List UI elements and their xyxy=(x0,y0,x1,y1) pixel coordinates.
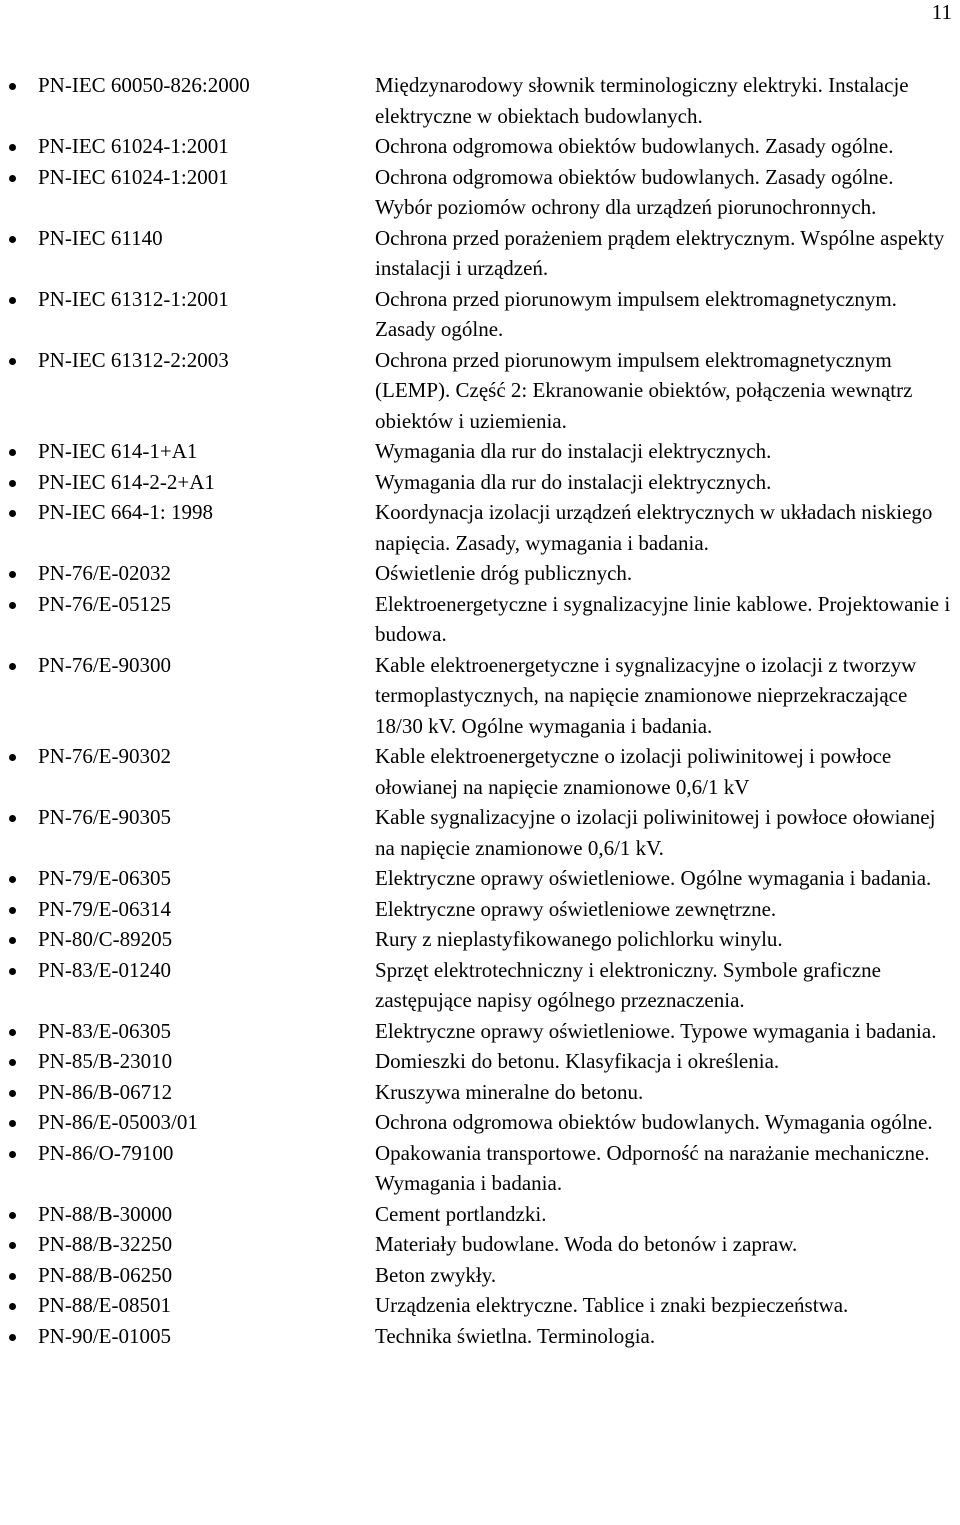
standard-title: Elektryczne oprawy oświetleniowe. Typowe wymagania i badania. xyxy=(375,1018,937,1043)
standard-entry xyxy=(0,863,960,894)
standard-code: PN-86/E-05003/01 xyxy=(38,1110,198,1134)
standard-code: PN-76/E-02032 xyxy=(38,561,171,585)
standard-entry xyxy=(0,131,960,162)
standard-entry xyxy=(0,1199,960,1230)
standard-code: PN-90/E-01005 xyxy=(38,1323,171,1348)
standard-title: Ochrona odgromowa obiektów budowlanych. Wymagania ogólne. xyxy=(375,1110,933,1134)
standard-code: PN-IEC 61140 xyxy=(38,225,163,250)
standard-entry xyxy=(0,1321,960,1352)
standard-code: PN-IEC 614-2-2+A1 xyxy=(38,469,215,494)
standard-title: Międzynarodowy słownik terminologiczny elektryki. Instalacje elektryczne w obiektach budowlanych. xyxy=(375,73,909,128)
standard-title: Ochrona odgromowa obiektów budowlanych. Zasady ogólne. Wybór poziomów ochrony dla urządzeń piorunochronnych. xyxy=(375,164,894,219)
standard-code: PN-IEC 614-1+A1 xyxy=(38,439,198,463)
standard-title: Ochrona przed piorunowym impulsem elektromagnetycznym (LEMP). Część 2: Ekranowanie obiektów, połączenia wewnątrz obiektów i uziemienia. xyxy=(375,347,913,433)
standard-title: Urządzenia elektryczne. Tablice i znaki bezpieczeństwa. xyxy=(375,1293,849,1317)
standard-title: Elektroenergetyczne i sygnalizacyjne linie kablowe. Projektowanie i budowa. xyxy=(375,591,951,646)
bullet-icon xyxy=(9,1242,16,1249)
standard-code: PN-76/E-05125 xyxy=(38,591,171,616)
standard-entry xyxy=(0,955,960,1016)
bullet-icon xyxy=(9,480,16,487)
bullet-icon xyxy=(9,1090,16,1097)
bullet-icon xyxy=(9,754,16,761)
standard-entry xyxy=(0,589,960,650)
bullet-icon xyxy=(9,236,16,243)
bullet-icon xyxy=(9,602,16,609)
standard-entry xyxy=(0,345,960,437)
standard-title: Kable elektroenergetyczne i sygnalizacyjne o izolacji z tworzyw termoplastycznych, na napięcie znamionowe nieprzekraczające 18/30 kV. Ogólne wymagania i badania. xyxy=(375,652,917,738)
standard-code: PN-88/B-32250 xyxy=(38,1232,173,1256)
standard-title: Ochrona odgromowa obiektów budowlanych. Zasady ogólne. xyxy=(375,134,894,158)
standard-title: Opakowania transportowe. Odporność na narażanie mechaniczne. Wymagania i badania. xyxy=(375,1140,930,1195)
standard-entry xyxy=(0,284,960,345)
standard-title: Kable sygnalizacyjne o izolacji poliwinitowej i powłoce ołowianej na napięcie znamionowe 0,6/1 kV. xyxy=(375,805,936,860)
standard-entry xyxy=(0,1046,960,1077)
bullet-icon xyxy=(9,1029,16,1036)
standard-title: Wymagania dla rur do instalacji elektrycznych. xyxy=(375,439,772,463)
bullet-icon xyxy=(9,510,16,517)
standard-entry xyxy=(0,1138,960,1199)
bullet-icon xyxy=(9,663,16,670)
standard-code: PN-76/E-90305 xyxy=(38,805,171,829)
standard-title: Domieszki do betonu. Klasyfikacja i określenia. xyxy=(375,1049,780,1073)
standard-title: Materiały budowlane. Woda do betonów i zapraw. xyxy=(375,1232,798,1256)
standard-code: PN-86/B-06712 xyxy=(38,1079,173,1104)
standard-entry xyxy=(0,162,960,223)
standard-title: Elektryczne oprawy oświetleniowe. Ogólne wymagania i badania. xyxy=(375,866,932,890)
bullet-icon xyxy=(9,144,16,151)
bullet-icon xyxy=(9,1120,16,1127)
standard-entry xyxy=(0,1107,960,1138)
standard-entry xyxy=(0,1077,960,1108)
bullet-icon xyxy=(9,571,16,578)
bullet-icon xyxy=(9,1273,16,1280)
standard-title: Wymagania dla rur do instalacji elektrycznych. xyxy=(375,469,772,494)
standard-entry xyxy=(0,802,960,863)
bullet-icon xyxy=(9,175,16,182)
bullet-icon xyxy=(9,1334,16,1341)
standard-entry xyxy=(0,924,960,955)
standard-code: PN-83/E-06305 xyxy=(38,1018,171,1043)
standard-entry xyxy=(0,467,960,498)
standard-entry xyxy=(0,436,960,467)
standard-title: Beton zwykły. xyxy=(375,1262,497,1287)
standard-code: PN-IEC 61312-2:2003 xyxy=(38,347,229,372)
standard-entry xyxy=(0,894,960,925)
standard-entry xyxy=(0,223,960,284)
bullet-icon xyxy=(9,1212,16,1219)
standard-title: Rury z nieplastyfikowanego polichlorku winylu. xyxy=(375,927,783,951)
standard-code: PN-86/O-79100 xyxy=(38,1140,174,1165)
standard-code: PN-85/B-23010 xyxy=(38,1049,173,1073)
standard-entry xyxy=(0,1290,960,1321)
standard-entry xyxy=(0,1229,960,1260)
standard-code: PN-88/B-30000 xyxy=(38,1201,173,1226)
standard-entry xyxy=(0,741,960,802)
bullet-icon xyxy=(9,1059,16,1066)
standard-code: PN-IEC 60050-826:2000 xyxy=(38,73,250,97)
standard-title: Kable elektroenergetyczne o izolacji poliwinitowej i powłoce ołowianej na napięcie znamionowe 0,6/1 kV xyxy=(375,744,892,799)
standard-title: Koordynacja izolacji urządzeń elektrycznych w układach niskiego napięcia. Zasady, wymagania i badania. xyxy=(375,500,933,555)
standard-title: Ochrona przed porażeniem prądem elektrycznym. Wspólne aspekty instalacji i urządzeń. xyxy=(375,225,945,280)
page-number: 11 xyxy=(931,0,952,24)
standard-code: PN-88/E-08501 xyxy=(38,1293,171,1317)
standard-entry xyxy=(0,558,960,589)
standard-entry xyxy=(0,1260,960,1291)
standard-code: PN-76/E-90302 xyxy=(38,744,171,768)
standards-list xyxy=(0,70,960,1351)
bullet-icon xyxy=(9,449,16,456)
bullet-icon xyxy=(9,815,16,822)
standard-code: PN-IEC 61024-1:2001 xyxy=(38,164,229,189)
standard-code: PN-IEC 61024-1:2001 xyxy=(38,134,229,158)
standard-code: PN-79/E-06314 xyxy=(38,896,171,921)
standard-code: PN-76/E-90300 xyxy=(38,652,171,677)
bullet-icon xyxy=(9,1303,16,1310)
standard-code: PN-88/B-06250 xyxy=(38,1262,173,1287)
standard-title: Oświetlenie dróg publicznych. xyxy=(375,561,633,585)
bullet-icon xyxy=(9,937,16,944)
bullet-icon xyxy=(9,83,16,90)
bullet-icon xyxy=(9,1151,16,1158)
bullet-icon xyxy=(9,876,16,883)
standard-code: PN-IEC 61312-1:2001 xyxy=(38,286,229,311)
standard-code: PN-83/E-01240 xyxy=(38,957,171,982)
bullet-icon xyxy=(9,358,16,365)
bullet-icon xyxy=(9,907,16,914)
standard-entry xyxy=(0,650,960,742)
standard-title: Cement portlandzki. xyxy=(375,1201,547,1226)
standard-title: Sprzęt elektrotechniczny i elektroniczny. Symbole graficzne zastępujące napisy ogólnego przeznaczenia. xyxy=(375,957,881,1012)
standard-title: Kruszywa mineralne do betonu. xyxy=(375,1079,644,1104)
standard-code: PN-IEC 664-1: 1998 xyxy=(38,500,213,524)
standard-entry xyxy=(0,1016,960,1047)
standard-entry xyxy=(0,497,960,558)
bullet-icon xyxy=(9,297,16,304)
standard-title: Elektryczne oprawy oświetleniowe zewnętrzne. xyxy=(375,896,777,921)
bullet-icon xyxy=(9,968,16,975)
standard-code: PN-79/E-06305 xyxy=(38,866,171,890)
standard-title: Ochrona przed piorunowym impulsem elektromagnetycznym. Zasady ogólne. xyxy=(375,286,897,341)
standard-code: PN-80/C-89205 xyxy=(38,927,173,951)
standard-entry xyxy=(0,70,960,131)
standard-title: Technika świetlna. Terminologia. xyxy=(375,1323,656,1348)
